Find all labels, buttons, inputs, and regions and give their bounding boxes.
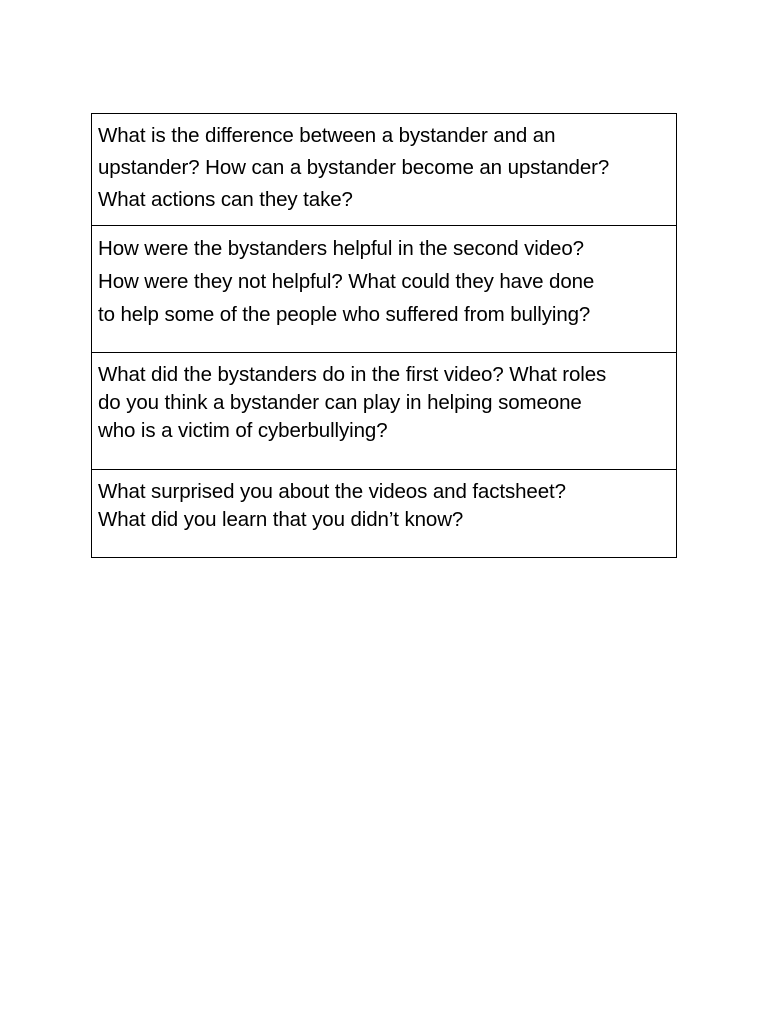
question-3-line-2: do you think a bystander can play in helping someone xyxy=(98,391,582,414)
question-4-line-1: What surprised you about the videos and factsheet? xyxy=(98,480,566,503)
question-3-line-1: What did the bystanders do in the first video? What roles xyxy=(98,363,607,386)
question-cell-1 xyxy=(92,114,676,225)
question-4-line-2: What did you learn that you didn’t know? xyxy=(98,508,464,531)
question-2-line-1: How were the bystanders helpful in the second video? xyxy=(98,237,584,260)
question-1-line-1: What is the difference between a bystander and an xyxy=(98,124,556,147)
question-cell-4 xyxy=(92,469,676,557)
question-1-line-3: What actions can they take? xyxy=(98,188,353,211)
question-2-line-2: How were they not helpful? What could they have done xyxy=(98,270,595,293)
question-cell-3 xyxy=(92,352,676,469)
discussion-questions-table xyxy=(91,113,677,558)
question-2-line-3: to help some of the people who suffered from bullying? xyxy=(98,303,591,326)
question-1-line-2: upstander? How can a bystander become an upstander? xyxy=(98,156,610,179)
question-3-line-3: who is a victim of cyberbullying? xyxy=(98,419,388,442)
question-cell-2 xyxy=(92,225,676,352)
